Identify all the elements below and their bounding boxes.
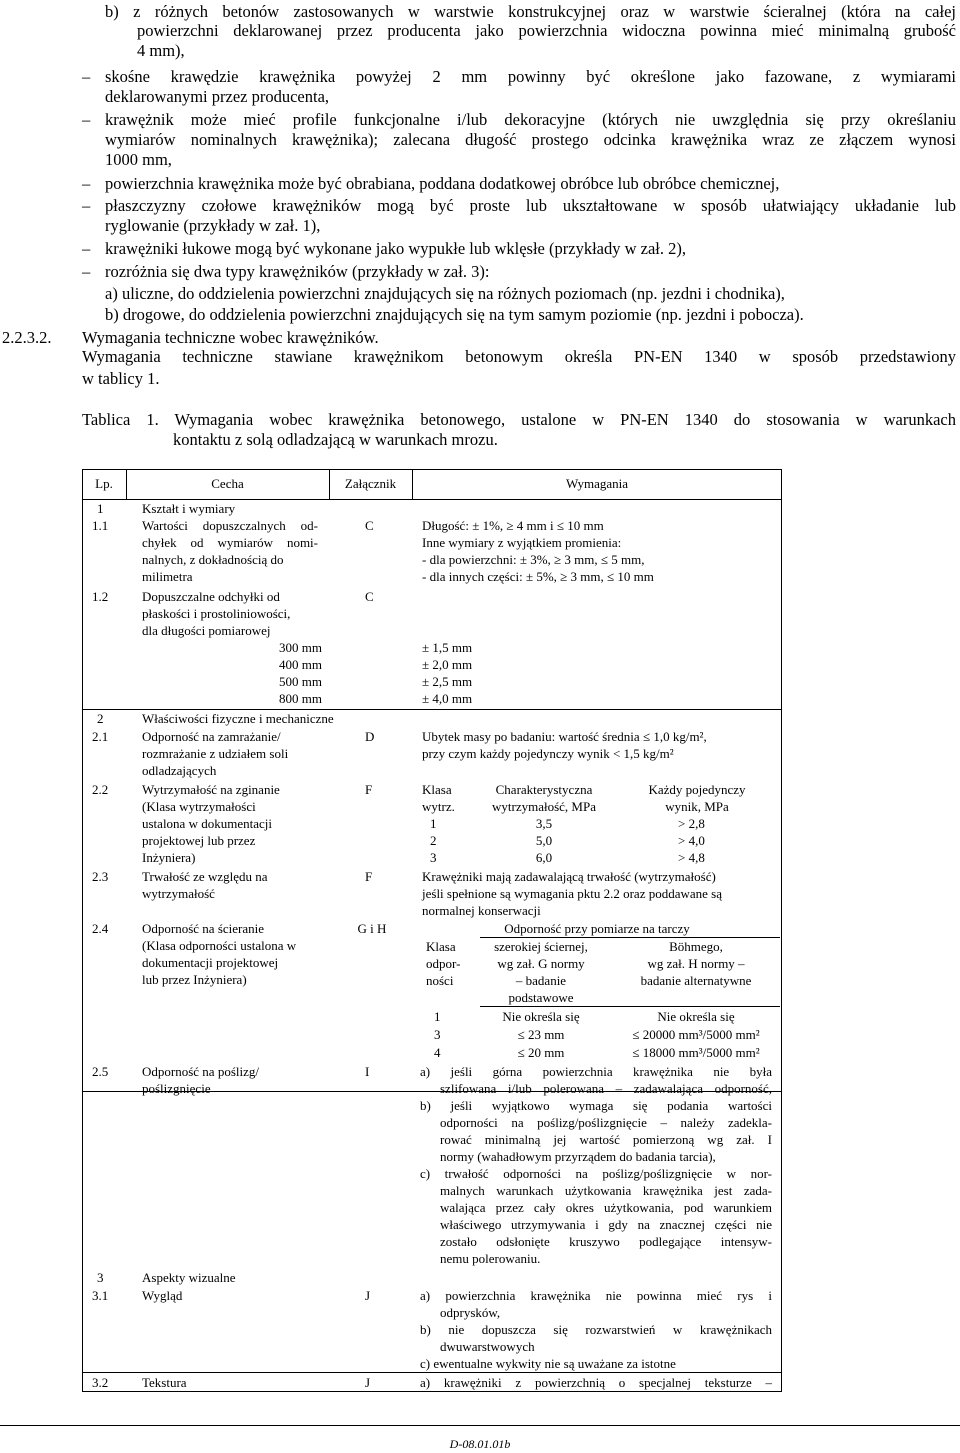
abrasion-class-header: ności	[426, 973, 454, 988]
class-header: wytrz.	[422, 799, 455, 814]
row-cecha: Wytrzymałość na zginanie	[142, 782, 280, 797]
row-lp: 2.4	[92, 921, 109, 936]
row-cecha: Trwałość ze względu na	[142, 869, 268, 884]
row-wymagania: b) nie dopuszcza się rozwarstwień w krawężnikach	[420, 1322, 772, 1337]
header-zalacznik: Załącznik	[344, 476, 397, 491]
body-line: deklarowanymi przez producenta,	[105, 87, 330, 106]
each-header: Każdy pojedynczy	[648, 782, 746, 797]
section-title: Aspekty wizualne	[142, 1270, 236, 1285]
row-lp: 3.2	[92, 1375, 109, 1390]
section-number: 2.2.3.2.	[2, 328, 52, 347]
row-wymagania: szlifowana i/lub polerowana – zadawalająca odporność,	[440, 1081, 772, 1096]
body-line: 1000 mm,	[105, 150, 172, 169]
body-line: powierzchnia krawężnika może być obrabiana, poddana dodatkowej obróbce lub obróbce chemicznej,	[105, 174, 780, 193]
wide-wheel-value: ≤ 23 mm	[517, 1027, 565, 1042]
row-lp: 2.1	[92, 729, 109, 744]
row-zalacznik: F	[365, 869, 373, 884]
tolerance-value: ± 4,0 mm	[422, 691, 473, 706]
list-dash: –	[82, 262, 91, 281]
row-cecha: Dopuszczalne odchyłki od	[142, 589, 280, 604]
wide-wheel-value: ≤ 20 mm	[517, 1045, 565, 1060]
list-dash: –	[82, 239, 91, 258]
each-value: > 4,8	[678, 850, 705, 865]
table-caption: kontaktu z solą odladzającą w warunkach mrozu.	[173, 430, 498, 449]
row-wymagania: walająca przez cały okres użytkowania, pod warunkiem	[440, 1200, 772, 1215]
bohme-header: Böhmego,	[669, 939, 723, 954]
header-cecha: Cecha	[211, 476, 244, 491]
wide-wheel-header: podstawowe	[508, 990, 574, 1005]
row-cecha: wytrzymałość	[142, 886, 215, 901]
footer-divider	[0, 1425, 960, 1426]
wide-wheel-header: – badanie	[515, 973, 567, 988]
row-wymagania: c) ewentualne wykwity nie są uważane za istotne	[420, 1356, 676, 1371]
row-lp: 3.1	[92, 1288, 109, 1303]
row-cecha: Inżyniera)	[142, 850, 196, 865]
row-wymagania: odprysków,	[440, 1305, 501, 1320]
row-wymagania: normy (wahadłowym przyrządem do badania tarcia),	[440, 1149, 716, 1164]
row-wymagania: a) krawężniki z powierzchnią o specjalnej teksturze –	[420, 1375, 772, 1390]
row-wymagania: Krawężniki mają zadawalającą trwałość (wytrzymałość)	[422, 869, 716, 884]
abrasion-class: 4	[434, 1045, 441, 1060]
row-cecha: Wartości dopuszczalnych od-	[142, 518, 318, 533]
bohme-value: ≤ 18000 mm³/5000 mm²	[632, 1045, 760, 1060]
row-wymagania: jeśli spełnione są wymagania pktu 2.2 oraz poddawane są	[422, 886, 722, 901]
wide-wheel-value: Nie określa się	[502, 1009, 580, 1024]
tolerance-value: ± 2,5 mm	[422, 674, 473, 689]
class-value: 1	[430, 816, 437, 831]
row-cecha: projektowej lub przez	[142, 833, 256, 848]
body-line: krawężniki łukowe mogą być wykonane jako wypukłe lub wklęsłe (przykłady w zał. 2),	[105, 239, 686, 258]
each-header: wynik, MPa	[665, 799, 729, 814]
abrasion-class: 1	[434, 1009, 441, 1024]
row-cecha: milimetra	[142, 569, 193, 584]
row-lp: 1.1	[92, 518, 109, 533]
body-line: rozróżnia się dwa typy krawężników (przykłady w zał. 3):	[105, 262, 490, 281]
row-cecha: Odporność na ścieranie	[142, 921, 265, 936]
body-line: krawężnik może mieć profile funkcjonalne i/lub dekoracyjne (których nie uwzględnia się przy określaniu	[105, 110, 956, 129]
row-cecha: (Klasa wytrzymałości	[142, 799, 256, 814]
row-zalacznik: I	[365, 1064, 370, 1079]
abrasion-header: Odporność przy pomiarze na tarczy	[504, 921, 690, 936]
header-wymagania: Wymagania	[565, 476, 629, 491]
row-wymagania: nemu polerowaniu.	[440, 1251, 541, 1266]
requirements-table	[82, 469, 782, 1392]
row-wymagania: dwuwarstwowych	[440, 1339, 535, 1354]
body-line: wymiarów nominalnych krawężnika); zalecana długość prostego odcinka krawężnika wraz ze złączem wynosi	[105, 130, 956, 149]
length-value: 800 mm	[279, 691, 322, 706]
row-zalacznik: J	[365, 1288, 371, 1303]
row-cecha: poślizgnięcie	[142, 1081, 211, 1096]
row-wymagania: rować minimalną jej wartość pomierzoną wg zał. I	[440, 1132, 772, 1147]
row-zalacznik: G i H	[357, 921, 387, 936]
section-lp: 2	[97, 711, 104, 726]
abrasion-class-header: odpor-	[426, 956, 461, 971]
list-dash: –	[82, 196, 91, 215]
body-line: 4 mm),	[137, 41, 185, 60]
row-cecha: płaskości i prostoliniowości,	[142, 606, 291, 621]
row-cecha: nalnych, z dokładnością do	[142, 552, 284, 567]
length-value: 300 mm	[279, 640, 322, 655]
each-value: > 4,0	[678, 833, 705, 848]
wide-wheel-header: szerokiej ściernej,	[494, 939, 588, 954]
row-wymagania: Inne wymiary z wyjątkiem promienia:	[422, 535, 622, 550]
row-cecha: Wygląd	[142, 1288, 183, 1303]
list-dash: –	[82, 174, 91, 193]
footer-document-code: D-08.01.01b	[449, 1437, 511, 1451]
bohme-header: wg zał. H normy –	[647, 956, 745, 971]
table-caption: Tablica 1. Wymagania wobec krawężnika betonowego, ustalone w PN-EN 1340 do stosowania w warunkach	[82, 410, 956, 429]
row-lp: 2.2	[92, 782, 109, 797]
length-value: 500 mm	[279, 674, 322, 689]
row-wymagania: normalnej konserwacji	[422, 903, 541, 918]
row-wymagania: odporności na poślizg/poślizgnięcie – należy zadekla-	[440, 1115, 772, 1130]
row-wymagania: Ubytek masy po badaniu: wartość średnia ≤ 1,0 kg/m²,	[422, 729, 707, 744]
row-zalacznik: J	[365, 1375, 371, 1390]
each-value: > 2,8	[678, 816, 705, 831]
row-wymagania: Długość: ± 1%, ≥ 4 mm i ≤ 10 mm	[422, 518, 604, 533]
body-line: ryglowanie (przykłady w zał. 1),	[105, 216, 321, 235]
bohme-value: Nie określa się	[657, 1009, 735, 1024]
wide-wheel-header: wg zał. G normy	[497, 956, 585, 971]
class-value: 2	[430, 833, 437, 848]
row-wymagania: a) powierzchnia krawężnika nie powinna mieć rys i	[420, 1288, 772, 1303]
body-line: w tablicy 1.	[82, 369, 160, 388]
row-cecha: ustalona w dokumentacji	[142, 816, 272, 831]
row-cecha: dokumentacji projektowej	[142, 955, 279, 970]
body-line: b) z różnych betonów zastosowanych w warstwie konstrukcyjnej oraz w warstwie ścieralnej (która na całej	[105, 2, 956, 21]
list-dash: –	[82, 67, 91, 86]
tolerance-value: ± 2,0 mm	[422, 657, 473, 672]
row-cecha: Tekstura	[142, 1375, 187, 1390]
list-dash: –	[82, 110, 91, 129]
header-lp: Lp.	[95, 476, 113, 491]
section-title: Właściwości fizyczne i mechaniczne	[142, 711, 334, 726]
row-cecha: chyłek od wymiarów nomi-	[142, 535, 318, 550]
char-value: 5,0	[535, 833, 553, 848]
section-lp: 3	[97, 1270, 104, 1285]
abrasion-class: 3	[434, 1027, 441, 1042]
body-line: a) uliczne, do oddzielenia powierzchni znajdujących się na różnych poziomach (np. jezdni i chodnika),	[105, 284, 785, 303]
row-wymagania: - dla powierzchni: ± 3%, ≥ 3 mm, ≤ 5 mm,	[422, 552, 645, 567]
row-cecha: (Klasa odporności ustalona w	[142, 938, 297, 953]
char-header: Charakterystyczna	[495, 782, 593, 797]
body-line: b) drogowe, do oddzielenia powierzchni znajdujących się na tym samym poziomie (np. jezdni i pobocza).	[105, 305, 804, 324]
body-line: Wymagania techniczne stawiane krawężnikom betonowym określa PN-EN 1340 w sposób przedstawiony	[82, 347, 956, 366]
row-wymagania: zostało odsłonięte kruszywo podlegające intensyw-	[440, 1234, 772, 1249]
row-wymagania: właściwego utrzymywania i gdy na znacznej części nie	[440, 1217, 772, 1232]
row-wymagania: - dla innych części: ± 5%, ≥ 3 mm, ≤ 10 mm	[422, 569, 654, 584]
row-lp: 2.3	[92, 869, 109, 884]
length-value: 400 mm	[279, 657, 322, 672]
row-cecha: rozmrażanie z udziałem soli	[142, 746, 289, 761]
row-wymagania: malnych warunkach użytkowania krawężnika jest zada-	[440, 1183, 772, 1198]
tolerance-value: ± 1,5 mm	[422, 640, 473, 655]
row-cecha: odladzających	[142, 763, 217, 778]
row-lp: 1.2	[92, 589, 109, 604]
row-wymagania: przy czym każdy pojedynczy wynik < 1,5 kg/m²	[422, 746, 674, 761]
row-cecha: dla długości pomiarowej	[142, 623, 271, 638]
body-line: płaszczyzny czołowe krawężników mogą być proste lub ukształtowane w sposób ułatwiający układanie lub	[105, 196, 956, 215]
abrasion-class-header: Klasa	[426, 939, 456, 954]
class-header: Klasa	[422, 782, 452, 797]
section-title: Kształt i wymiary	[142, 501, 236, 516]
row-cecha: lub przez Inżyniera)	[142, 972, 247, 987]
body-line: powierzchni deklarowanej przez producenta jako powierzchnia widoczna powinna mieć minimalną grubość	[137, 21, 956, 40]
bohme-value: ≤ 20000 mm³/5000 mm²	[632, 1027, 760, 1042]
section-title: Wymagania techniczne wobec krawężników.	[82, 328, 379, 347]
row-zalacznik: C	[365, 518, 374, 533]
row-lp: 2.5	[92, 1064, 109, 1079]
row-cecha: Odporność na poślizg/	[142, 1064, 259, 1079]
row-zalacznik: C	[365, 589, 374, 604]
row-cecha: Odporność na zamrażanie/	[142, 729, 281, 744]
row-wymagania: b) jeśli wyjątkowo wymaga się podania wartości	[420, 1098, 772, 1113]
bohme-header: badanie alternatywne	[640, 973, 752, 988]
row-wymagania: c) trwałość odporności na poślizg/poślizgnięcie w nor-	[420, 1166, 772, 1181]
char-header: wytrzymałość, MPa	[492, 799, 596, 814]
char-value: 6,0	[535, 850, 553, 865]
row-wymagania: a) jeśli górna powierzchnia krawężnika nie była	[420, 1064, 772, 1079]
row-zalacznik: D	[365, 729, 375, 744]
class-value: 3	[430, 850, 437, 865]
section-lp: 1	[97, 501, 104, 516]
body-line: skośne krawędzie krawężnika powyżej 2 mm powinny być określone jako fazowane, z wymiarami	[105, 67, 956, 86]
char-value: 3,5	[535, 816, 553, 831]
row-zalacznik: F	[365, 782, 373, 797]
